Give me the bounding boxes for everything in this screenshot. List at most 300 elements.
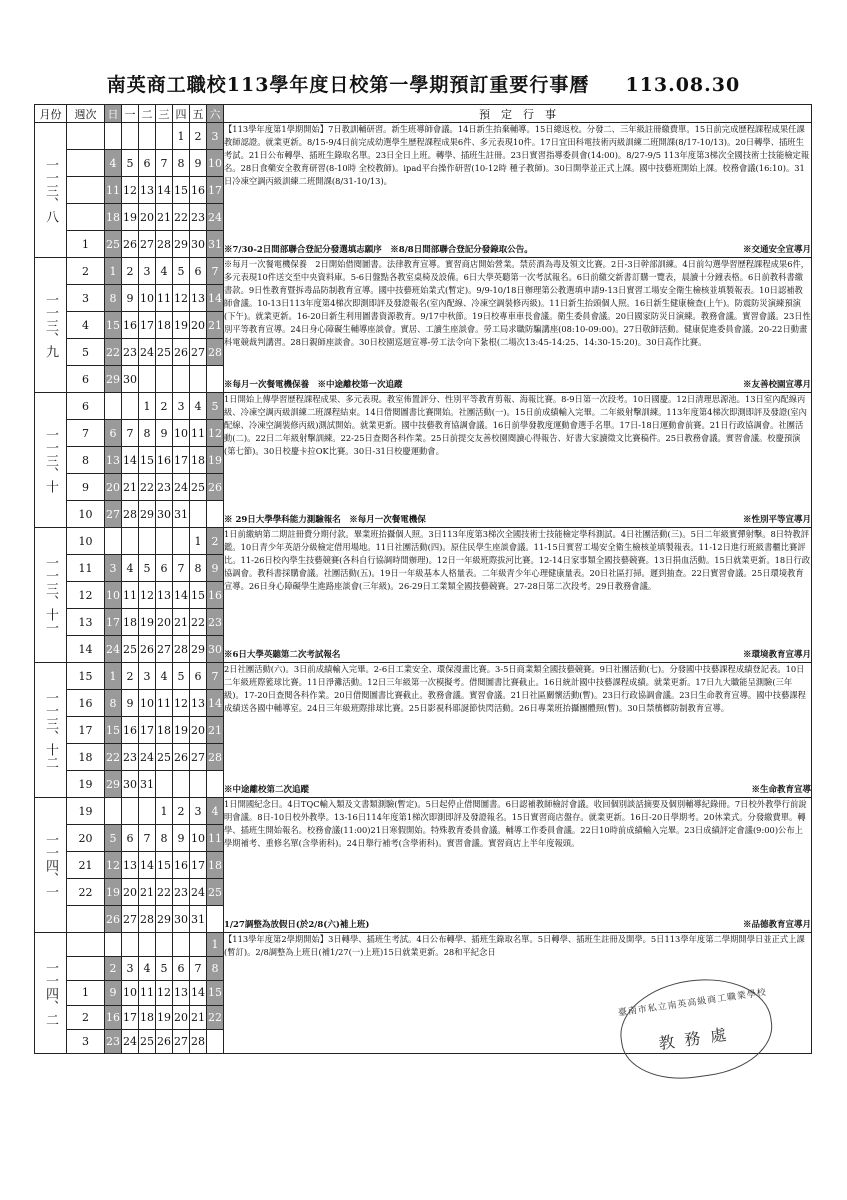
day-cell bbox=[190, 501, 207, 528]
week-row bbox=[35, 123, 812, 150]
day-cell: 20 bbox=[105, 474, 122, 501]
day-cell bbox=[156, 528, 173, 555]
day-cell: 7 bbox=[122, 420, 139, 447]
week-number: 1 bbox=[67, 231, 105, 258]
day-cell: 19 bbox=[105, 879, 122, 906]
day-cell: 4 bbox=[156, 663, 173, 690]
day-cell: 22 bbox=[156, 879, 173, 906]
day-cell: 6 bbox=[139, 150, 156, 177]
day-cell: 3 bbox=[139, 258, 156, 285]
day-cell: 10 bbox=[190, 825, 207, 852]
day-cell: 25 bbox=[156, 744, 173, 771]
week-number: 19 bbox=[67, 798, 105, 825]
week-number: 19 bbox=[67, 771, 105, 798]
day-cell: 28 bbox=[156, 231, 173, 258]
day-cell: 20 bbox=[122, 879, 139, 906]
day-cell: 17 bbox=[190, 852, 207, 879]
day-cell: 17 bbox=[207, 177, 224, 204]
day-cell: 29 bbox=[139, 501, 156, 528]
day-cell bbox=[139, 528, 156, 555]
day-cell: 25 bbox=[190, 474, 207, 501]
week-number bbox=[67, 957, 105, 981]
day-cell: 11 bbox=[190, 420, 207, 447]
day-cell: 19 bbox=[139, 609, 156, 636]
day-cell: 5 bbox=[122, 150, 139, 177]
week-number: 20 bbox=[67, 825, 105, 852]
day-cell: 20 bbox=[173, 1005, 190, 1029]
day-cell: 18 bbox=[156, 312, 173, 339]
day-cell bbox=[207, 1029, 224, 1053]
week-number: 7 bbox=[67, 420, 105, 447]
month-label: 一一四、二 bbox=[35, 933, 67, 1054]
day-cell: 3 bbox=[190, 798, 207, 825]
header-fri: 五 bbox=[190, 105, 207, 123]
day-cell: 3 bbox=[122, 957, 139, 981]
doc-date: 113.08.30 bbox=[625, 74, 741, 96]
month-label: 一一三、十一 bbox=[35, 528, 67, 663]
day-cell: 10 bbox=[105, 582, 122, 609]
week-number: 15 bbox=[67, 663, 105, 690]
day-cell: 27 bbox=[105, 501, 122, 528]
day-cell bbox=[122, 798, 139, 825]
day-cell: 4 bbox=[122, 555, 139, 582]
day-cell: 1 bbox=[190, 528, 207, 555]
day-cell: 5 bbox=[173, 258, 190, 285]
day-cell: 2 bbox=[156, 393, 173, 420]
day-cell: 15 bbox=[156, 852, 173, 879]
day-cell: 10 bbox=[207, 150, 224, 177]
day-cell bbox=[207, 771, 224, 798]
day-cell bbox=[139, 798, 156, 825]
day-cell: 4 bbox=[207, 798, 224, 825]
week-row bbox=[35, 933, 812, 957]
day-cell bbox=[156, 933, 173, 957]
day-cell: 16 bbox=[122, 717, 139, 744]
month-events bbox=[224, 123, 812, 258]
day-cell: 19 bbox=[207, 447, 224, 474]
day-cell: 2 bbox=[173, 798, 190, 825]
day-cell: 30 bbox=[173, 906, 190, 933]
day-cell bbox=[122, 123, 139, 150]
day-cell: 9 bbox=[207, 555, 224, 582]
day-cell: 22 bbox=[139, 474, 156, 501]
week-number bbox=[67, 906, 105, 933]
day-cell: 1 bbox=[207, 933, 224, 957]
day-cell: 12 bbox=[105, 852, 122, 879]
month-label: 一一三、十 bbox=[35, 393, 67, 528]
week-number: 11 bbox=[67, 555, 105, 582]
day-cell: 23 bbox=[190, 204, 207, 231]
day-cell: 11 bbox=[139, 981, 156, 1005]
day-cell: 13 bbox=[156, 582, 173, 609]
day-cell: 21 bbox=[207, 312, 224, 339]
month-label: 一一三、十二 bbox=[35, 663, 67, 798]
day-cell: 10 bbox=[122, 981, 139, 1005]
day-cell: 10 bbox=[139, 690, 156, 717]
day-cell: 27 bbox=[173, 1029, 190, 1053]
awareness-month: ※品德教育宣導月 bbox=[742, 920, 811, 930]
page-title bbox=[0, 70, 847, 97]
day-cell bbox=[190, 366, 207, 393]
footer-note: ※中途離校第二次追蹤 bbox=[224, 785, 310, 795]
week-row bbox=[35, 528, 812, 555]
week-number: 1 bbox=[67, 981, 105, 1005]
week-row bbox=[35, 663, 812, 690]
day-cell: 29 bbox=[173, 231, 190, 258]
week-number: 17 bbox=[67, 717, 105, 744]
title-text: 南英商工職校113學年度日校第一學期預訂重要行事曆 bbox=[106, 74, 590, 96]
week-row bbox=[35, 258, 812, 285]
day-cell: 14 bbox=[173, 582, 190, 609]
day-cell: 30 bbox=[207, 636, 224, 663]
day-cell: 2 bbox=[190, 123, 207, 150]
day-cell: 21 bbox=[122, 474, 139, 501]
day-cell: 15 bbox=[190, 582, 207, 609]
day-cell: 25 bbox=[105, 231, 122, 258]
day-cell: 13 bbox=[190, 690, 207, 717]
day-cell: 17 bbox=[173, 447, 190, 474]
footer-note: ※7/30-2日間部聯合登記分發選填志願序 ※8/8日間部聯合登記分發錄取公告。 bbox=[224, 245, 533, 255]
day-cell: 12 bbox=[139, 582, 156, 609]
day-cell bbox=[105, 528, 122, 555]
day-cell bbox=[173, 933, 190, 957]
day-cell: 15 bbox=[139, 447, 156, 474]
day-cell: 9 bbox=[105, 981, 122, 1005]
day-cell: 15 bbox=[207, 981, 224, 1005]
header-sat: 六 bbox=[207, 105, 224, 123]
day-cell: 1 bbox=[156, 798, 173, 825]
day-cell: 18 bbox=[139, 1005, 156, 1029]
month-events bbox=[224, 258, 812, 393]
day-cell: 28 bbox=[173, 636, 190, 663]
day-cell bbox=[207, 366, 224, 393]
day-cell: 15 bbox=[105, 312, 122, 339]
events-footer bbox=[224, 513, 811, 527]
day-cell: 8 bbox=[207, 957, 224, 981]
week-number: 6 bbox=[67, 393, 105, 420]
day-cell: 21 bbox=[156, 204, 173, 231]
day-cell bbox=[156, 123, 173, 150]
day-cell: 21 bbox=[173, 609, 190, 636]
day-cell: 20 bbox=[190, 717, 207, 744]
day-cell: 7 bbox=[156, 150, 173, 177]
day-cell: 22 bbox=[207, 1005, 224, 1029]
day-cell: 26 bbox=[156, 1029, 173, 1053]
day-cell: 16 bbox=[207, 582, 224, 609]
day-cell: 24 bbox=[207, 204, 224, 231]
day-cell bbox=[105, 798, 122, 825]
day-cell: 7 bbox=[139, 825, 156, 852]
day-cell: 8 bbox=[105, 690, 122, 717]
day-cell: 14 bbox=[122, 447, 139, 474]
month-events bbox=[224, 528, 812, 663]
day-cell: 20 bbox=[156, 609, 173, 636]
day-cell: 28 bbox=[207, 744, 224, 771]
awareness-month: ※生命教育宣導 bbox=[751, 785, 811, 795]
day-cell: 23 bbox=[156, 474, 173, 501]
day-cell: 13 bbox=[105, 447, 122, 474]
day-cell bbox=[207, 501, 224, 528]
day-cell: 30 bbox=[122, 366, 139, 393]
day-cell: 26 bbox=[105, 906, 122, 933]
day-cell: 26 bbox=[139, 636, 156, 663]
events-footer bbox=[224, 378, 811, 392]
day-cell: 26 bbox=[207, 474, 224, 501]
events-footer bbox=[224, 648, 811, 662]
events-text: ※每月一次餐電機保養 2日開始借閱圖書。法律教育宣導。實習商店開始營業。禁菸酒為毒及領文比賽。2日-3日幹部訓練。4日前勾選學習歷程課程成果6件，多元表現10件送交至中央資料庫。5-6日盤點各教室桌椅及設備。6日大學英聽第一次考試報名。6日前繳交新書訂購一覽表，晨讀十分鐘表格。6日前教科書繳書款。9日性教育暨拆毒品防制教育宣導。國中技藝班始業式(暫定)。9/9-10/18日辦理第公教選填申請9-13日實習工場安全衛生檢核並填製報表。10日認補教師會議。10-13日113年度第4梯次即測即評及發證報名(室內配線、冷凍空調裝修丙級)。11日新生抬頭個人照。16日新生健康檢查(上午)。防震防災演練預演(下午)。就業更新。16-20日新生利用圖書資源教育。9/17中秋節。19日校專車車長會議。衛生委員會議。20日國家防災日演練。教務會議。實習會議。23日性別平等教育宣導。24日身心障礙生輔導座談會。實居、工讀生座談會。勞工局求職防騙講座(08:10-09:00)。27日敬師活動。健康促進委員會議。20-22日動畫科電競裁判講習。28日親師座談會。30日校園巡迴宣導-勞工法令向下紮根(二場次13:45-14:25、14:30-15:20)。30日高作比賽。 bbox=[224, 259, 811, 347]
header-wed: 三 bbox=[156, 105, 173, 123]
day-cell: 10 bbox=[139, 285, 156, 312]
day-cell: 17 bbox=[122, 1005, 139, 1029]
day-cell: 23 bbox=[173, 879, 190, 906]
day-cell: 28 bbox=[139, 906, 156, 933]
day-cell: 18 bbox=[122, 609, 139, 636]
week-number: 3 bbox=[67, 1029, 105, 1053]
day-cell: 18 bbox=[190, 447, 207, 474]
week-number bbox=[67, 123, 105, 150]
day-cell: 26 bbox=[173, 744, 190, 771]
day-cell: 24 bbox=[190, 879, 207, 906]
week-number: 4 bbox=[67, 312, 105, 339]
day-cell: 16 bbox=[105, 1005, 122, 1029]
day-cell: 27 bbox=[156, 636, 173, 663]
day-cell: 20 bbox=[190, 312, 207, 339]
day-cell bbox=[156, 771, 173, 798]
day-cell: 13 bbox=[122, 852, 139, 879]
week-number: 10 bbox=[67, 501, 105, 528]
day-cell bbox=[139, 366, 156, 393]
seal-office: 教務處 bbox=[657, 1023, 738, 1054]
month-events bbox=[224, 798, 812, 933]
day-cell: 2 bbox=[122, 663, 139, 690]
day-cell: 5 bbox=[139, 555, 156, 582]
day-cell: 29 bbox=[156, 906, 173, 933]
day-cell: 22 bbox=[105, 744, 122, 771]
day-cell bbox=[139, 123, 156, 150]
day-cell: 18 bbox=[156, 717, 173, 744]
day-cell: 13 bbox=[190, 285, 207, 312]
week-number: 9 bbox=[67, 474, 105, 501]
header-month: 月份 bbox=[35, 105, 67, 123]
day-cell: 30 bbox=[122, 771, 139, 798]
day-cell: 14 bbox=[207, 690, 224, 717]
day-cell bbox=[173, 366, 190, 393]
week-number: 6 bbox=[67, 366, 105, 393]
day-cell: 25 bbox=[122, 636, 139, 663]
day-cell: 29 bbox=[190, 636, 207, 663]
day-cell bbox=[122, 933, 139, 957]
week-number: 8 bbox=[67, 447, 105, 474]
week-number: 10 bbox=[67, 528, 105, 555]
day-cell: 25 bbox=[139, 1029, 156, 1053]
day-cell: 16 bbox=[156, 447, 173, 474]
day-cell: 14 bbox=[207, 285, 224, 312]
day-cell: 3 bbox=[139, 663, 156, 690]
day-cell: 3 bbox=[207, 123, 224, 150]
day-cell: 12 bbox=[173, 285, 190, 312]
day-cell bbox=[105, 933, 122, 957]
day-cell: 21 bbox=[207, 717, 224, 744]
day-cell: 22 bbox=[190, 609, 207, 636]
day-cell: 13 bbox=[139, 177, 156, 204]
events-footer bbox=[224, 918, 811, 932]
day-cell: 30 bbox=[190, 231, 207, 258]
day-cell: 5 bbox=[207, 393, 224, 420]
week-number: 13 bbox=[67, 609, 105, 636]
week-number: 22 bbox=[67, 879, 105, 906]
day-cell: 9 bbox=[122, 285, 139, 312]
header-row bbox=[35, 105, 812, 123]
day-cell: 9 bbox=[173, 825, 190, 852]
events-text: 1日開國紀念日。4日TQC輸入類及文書類測驗(暫定)。5日起停止借閱圖書。6日認補教師檢討會議。收回個別談話摘要及個別輔導紀錄冊。7日校外教學行前說明會議。8日-10日校外教學。13-16日114年度第1梯次即測即評及發證報名。15日實習商店盤存。就業更新。16日-20日學期考。20休業式。分發繳費單。轉學、插班生開始報名。校務會議(11:00)21日寒假開始。特殊教育委員會議。輔導工作委員會議。22日10時前成績輸入完畢。23日成績評定會議(9:00)公布上學期補考、重修名單(含學術科)。24日舉行補考(含學術科)。實習會議。實習商店上半年度報頭。 bbox=[224, 799, 807, 848]
week-number: 2 bbox=[67, 1005, 105, 1029]
week-row bbox=[35, 798, 812, 825]
day-cell: 23 bbox=[122, 744, 139, 771]
day-cell: 1 bbox=[105, 258, 122, 285]
day-cell: 11 bbox=[105, 177, 122, 204]
day-cell: 15 bbox=[173, 177, 190, 204]
day-cell: 25 bbox=[207, 879, 224, 906]
day-cell: 12 bbox=[207, 420, 224, 447]
week-number: 14 bbox=[67, 636, 105, 663]
header-mon: 一 bbox=[122, 105, 139, 123]
day-cell: 12 bbox=[173, 690, 190, 717]
week-number: 16 bbox=[67, 690, 105, 717]
day-cell: 22 bbox=[105, 339, 122, 366]
events-footer bbox=[224, 783, 811, 797]
day-cell: 14 bbox=[190, 981, 207, 1005]
day-cell: 27 bbox=[190, 339, 207, 366]
day-cell: 7 bbox=[207, 663, 224, 690]
day-cell: 27 bbox=[190, 744, 207, 771]
day-cell: 30 bbox=[156, 501, 173, 528]
week-number bbox=[67, 204, 105, 231]
day-cell: 2 bbox=[122, 258, 139, 285]
day-cell: 6 bbox=[122, 825, 139, 852]
day-cell: 23 bbox=[207, 609, 224, 636]
day-cell: 25 bbox=[156, 339, 173, 366]
week-number: 5 bbox=[67, 339, 105, 366]
header-sun: 日 bbox=[105, 105, 122, 123]
awareness-month: ※交通安全宣導月 bbox=[742, 245, 811, 255]
header-week: 週次 bbox=[67, 105, 105, 123]
day-cell: 5 bbox=[156, 957, 173, 981]
day-cell: 7 bbox=[207, 258, 224, 285]
day-cell: 6 bbox=[105, 420, 122, 447]
awareness-month: ※性別平等宣導月 bbox=[742, 515, 811, 525]
day-cell: 12 bbox=[122, 177, 139, 204]
day-cell: 1 bbox=[105, 663, 122, 690]
day-cell: 9 bbox=[190, 150, 207, 177]
day-cell: 11 bbox=[122, 582, 139, 609]
day-cell: 13 bbox=[173, 981, 190, 1005]
day-cell bbox=[190, 771, 207, 798]
events-text: 1日前繳納第二期註冊費分期付款。畢業班抬攝個人照。3日113年度第3梯次全國技術士技能檢定學科測試。4日社團活動(三)。5日二年級實彈射擊。8日特教評鑑。10日青少年英語分級檢定借用場地。11日社團活動(四)。原住民學生座談會議。11-15日實習工場安全衛生檢核並填製報表。11-12日進行班級書櫃比賽評比。11-26日校內學生技藝競賽(各科自行協調時間辦理)。12日一年級班際拔河比賽。12-14日家事類全國技藝競賽。13日捐血活動。15日就業更新。18日行政協調會。教科書採購會議。社團活動(五)。19日一年級基本人格量表。二年級青少年心理健康量表。20日社區打掃。遲到抽查。22日實習會議。25日環境教育宣導。26日身心障礙學生進路座談會(三年級)。26-29日工業類全國技藝競賽。27-28日第二次段考。29日教務會議。 bbox=[224, 529, 811, 591]
day-cell: 1 bbox=[139, 393, 156, 420]
day-cell: 6 bbox=[190, 258, 207, 285]
week-number: 12 bbox=[67, 582, 105, 609]
day-cell: 4 bbox=[139, 957, 156, 981]
day-cell: 17 bbox=[139, 312, 156, 339]
day-cell: 29 bbox=[105, 366, 122, 393]
day-cell: 17 bbox=[139, 717, 156, 744]
day-cell bbox=[156, 366, 173, 393]
day-cell: 16 bbox=[122, 312, 139, 339]
day-cell: 16 bbox=[190, 177, 207, 204]
day-cell: 24 bbox=[139, 339, 156, 366]
day-cell: 24 bbox=[139, 744, 156, 771]
footer-note: ※6日大學英聽第二次考試報名 bbox=[224, 650, 341, 660]
week-number: 2 bbox=[67, 258, 105, 285]
day-cell: 11 bbox=[156, 690, 173, 717]
day-cell: 24 bbox=[173, 474, 190, 501]
day-cell: 19 bbox=[122, 204, 139, 231]
header-thu: 四 bbox=[173, 105, 190, 123]
calendar-body bbox=[35, 123, 812, 1054]
day-cell bbox=[105, 123, 122, 150]
calendar-table bbox=[34, 104, 812, 1054]
day-cell: 15 bbox=[105, 717, 122, 744]
day-cell: 28 bbox=[122, 501, 139, 528]
day-cell bbox=[173, 771, 190, 798]
day-cell: 6 bbox=[156, 555, 173, 582]
day-cell: 26 bbox=[122, 231, 139, 258]
day-cell: 11 bbox=[156, 285, 173, 312]
day-cell bbox=[207, 906, 224, 933]
day-cell: 19 bbox=[156, 1005, 173, 1029]
day-cell: 11 bbox=[207, 825, 224, 852]
day-cell: 6 bbox=[173, 957, 190, 981]
day-cell bbox=[190, 933, 207, 957]
day-cell: 20 bbox=[139, 204, 156, 231]
events-text: 【113學年度第2學期開始】3日轉學、插班生考試。4日公布轉學、插班生錄取名單。5日轉學、插班生註冊及開學。5日113學年度第二學期開學日並正式上課(暫訂)。2/8調整為上班日(補1/27(一)上班)15日就業更新。28和平紀念日 bbox=[224, 934, 805, 957]
day-cell: 2 bbox=[105, 957, 122, 981]
day-cell: 22 bbox=[173, 204, 190, 231]
header-events: 預 定 行 事 bbox=[224, 105, 812, 123]
day-cell: 8 bbox=[156, 825, 173, 852]
day-cell: 4 bbox=[156, 258, 173, 285]
month-events bbox=[224, 663, 812, 798]
day-cell: 31 bbox=[139, 771, 156, 798]
events-footer bbox=[224, 243, 811, 257]
day-cell: 24 bbox=[122, 1029, 139, 1053]
day-cell: 21 bbox=[190, 1005, 207, 1029]
day-cell: 3 bbox=[173, 393, 190, 420]
footer-note: ※ 29日大學學科能力測驗報名 ※每月一次餐電機保 bbox=[224, 515, 426, 525]
month-label: 一一三、八 bbox=[35, 123, 67, 258]
week-number: 18 bbox=[67, 744, 105, 771]
day-cell: 19 bbox=[173, 312, 190, 339]
day-cell: 2 bbox=[207, 528, 224, 555]
day-cell: 18 bbox=[207, 852, 224, 879]
month-label: 一一四、一 bbox=[35, 798, 67, 933]
week-number: 21 bbox=[67, 852, 105, 879]
day-cell: 14 bbox=[139, 852, 156, 879]
day-cell bbox=[139, 933, 156, 957]
day-cell: 18 bbox=[105, 204, 122, 231]
day-cell: 5 bbox=[105, 825, 122, 852]
month-events bbox=[224, 393, 812, 528]
week-row bbox=[35, 393, 812, 420]
day-cell: 10 bbox=[173, 420, 190, 447]
day-cell: 9 bbox=[156, 420, 173, 447]
day-cell: 19 bbox=[173, 717, 190, 744]
week-number bbox=[67, 150, 105, 177]
day-cell: 29 bbox=[105, 771, 122, 798]
day-cell: 7 bbox=[190, 957, 207, 981]
day-cell: 3 bbox=[105, 555, 122, 582]
day-cell: 8 bbox=[105, 285, 122, 312]
